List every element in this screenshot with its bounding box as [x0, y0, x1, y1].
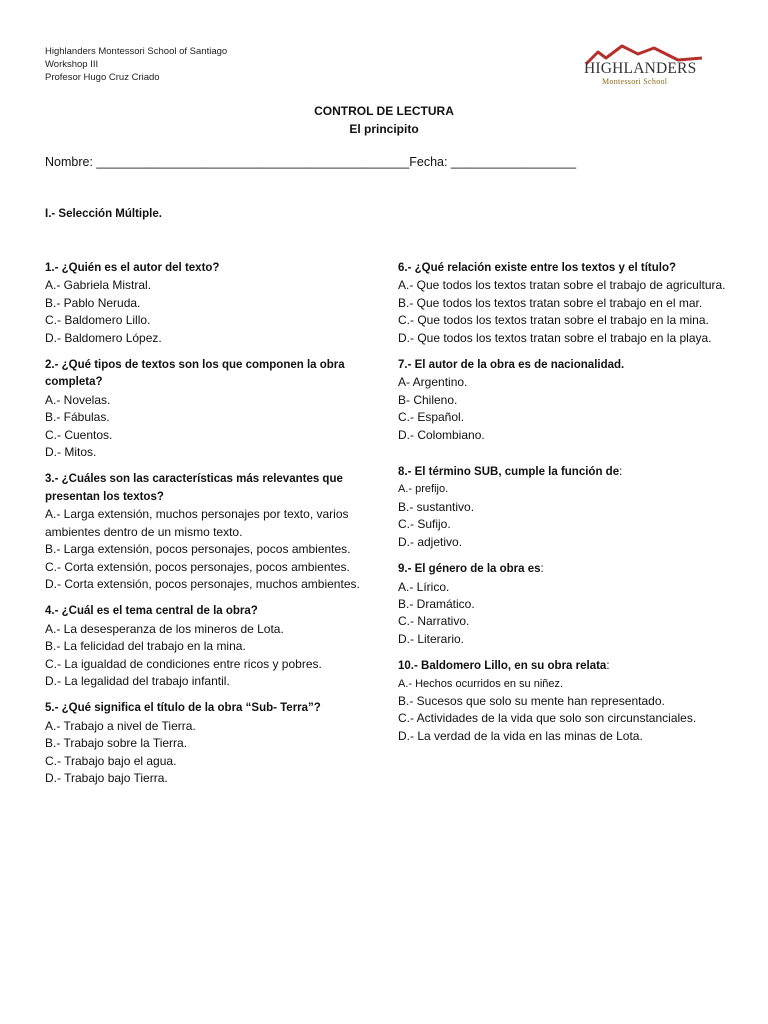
option[interactable]: D.- Colombiano.	[398, 427, 485, 442]
option[interactable]: C.- Cuentos.	[45, 427, 113, 442]
question-title: 4.- ¿Cuál es el tema central de la obra?	[45, 605, 258, 618]
question-8	[398, 464, 738, 551]
option[interactable]: D.- La legalidad del trabajo infantil.	[45, 673, 230, 688]
option[interactable]: B.- Sucesos que solo su mente han representado.	[398, 693, 665, 708]
school-logo	[582, 44, 712, 90]
option[interactable]: B- Chileno.	[398, 392, 458, 407]
school-header	[45, 45, 227, 84]
option[interactable]: B.- Que todos los textos tratan sobre el trabajo en el mar.	[398, 295, 703, 310]
option[interactable]: B.- La felicidad del trabajo en la mina.	[45, 639, 246, 654]
option[interactable]: C.- Actividades de la vida que solo son circunstanciales.	[398, 711, 697, 726]
option[interactable]: A.- Trabajo a nivel de Tierra.	[45, 718, 196, 733]
question-title-text: 8.- El término SUB, cumple la función de	[398, 466, 620, 479]
title-line-1: CONTROL DE LECTURA	[314, 104, 454, 118]
option[interactable]: A.- Hechos ocurridos en su niñez.	[398, 677, 564, 690]
option[interactable]: C.- Baldomero Lillo.	[45, 313, 151, 328]
question-title: 1.- ¿Quién es el autor del texto?	[45, 262, 220, 274]
option[interactable]: A.- prefijo.	[398, 483, 449, 496]
question-3	[45, 471, 375, 593]
right-column	[398, 260, 738, 755]
option[interactable]: B.- Dramático.	[398, 596, 475, 611]
document-title	[0, 102, 768, 138]
option[interactable]: C.- La igualdad de condiciones entre ricos y pobres.	[45, 656, 322, 671]
question-7	[398, 357, 738, 444]
teacher-name: Profesor Hugo Cruz Criado	[45, 72, 160, 83]
option[interactable]: D.- Que todos los textos tratan sobre el trabajo en la playa.	[398, 330, 712, 345]
question-1	[45, 260, 375, 347]
question-10	[398, 658, 738, 745]
question-title: 5.- ¿Qué significa el título de la obra “Sub- Terra”?	[45, 702, 321, 715]
question-9	[398, 561, 738, 648]
option[interactable]: A.- Gabriela Mistral.	[45, 278, 152, 293]
question-title-text: 9.- El género de la obra es	[398, 563, 541, 576]
option[interactable]: D.- Mitos.	[45, 445, 97, 460]
option[interactable]: D.- adjetivo.	[398, 534, 463, 549]
option[interactable]: A.- Novelas.	[45, 392, 111, 407]
title-line-2: El principito	[349, 122, 419, 136]
question-title	[398, 658, 738, 675]
option[interactable]: B.- Trabajo sobre la Tierra.	[45, 736, 188, 751]
question-title: 3.- ¿Cuáles son las características más relevantes que presentan los textos?	[45, 473, 343, 503]
option[interactable]: B.- Pablo Neruda.	[45, 295, 141, 310]
option[interactable]: C.- Sufijo.	[398, 517, 451, 532]
option[interactable]: A- Argentino.	[398, 375, 468, 390]
question-5	[45, 700, 375, 787]
option[interactable]: D.- Corta extensión, pocos personajes, muchos ambientes.	[45, 576, 360, 591]
option[interactable]: A.- Lírico.	[398, 579, 450, 594]
section-heading: I.- Selección Múltiple.	[45, 208, 162, 220]
option[interactable]: D.- La verdad de la vida en las minas de Lota.	[398, 728, 643, 743]
question-title: 6.- ¿Qué relación existe entre los textos y el título?	[398, 262, 676, 274]
workshop-name: Workshop III	[45, 59, 99, 70]
option[interactable]: C.- Español.	[398, 410, 465, 425]
option[interactable]: D.- Baldomero López.	[45, 330, 162, 345]
option[interactable]: B.- Fábulas.	[45, 410, 110, 425]
option[interactable]: C.- Corta extensión, pocos personajes, pocos ambientes.	[45, 559, 350, 574]
option[interactable]: A.- La desesperanza de los mineros de Lota.	[45, 621, 284, 636]
question-title: 2.- ¿Qué tipos de textos son los que componen la obra completa?	[45, 359, 345, 389]
question-title-suffix: :	[540, 563, 544, 576]
option[interactable]: C.- Trabajo bajo el agua.	[45, 753, 177, 768]
question-6	[398, 260, 738, 347]
question-title	[398, 561, 738, 578]
option[interactable]: C.- Narrativo.	[398, 614, 470, 629]
option[interactable]: B.- Larga extensión, pocos personajes, pocos ambientes.	[45, 542, 351, 557]
question-2	[45, 357, 375, 461]
option[interactable]: D.- Literario.	[398, 631, 465, 646]
question-4	[45, 603, 375, 690]
option[interactable]: B.- sustantivo.	[398, 499, 475, 514]
question-title-suffix: :	[619, 466, 623, 479]
question-title-suffix: :	[606, 660, 610, 673]
school-name: Highlanders Montessori School of Santiago	[45, 46, 228, 57]
option[interactable]: A.- Que todos los textos tratan sobre el trabajo de agricultura.	[398, 278, 726, 293]
question-title	[398, 464, 738, 481]
option[interactable]: D.- Trabajo bajo Tierra.	[45, 770, 168, 785]
left-column	[45, 260, 375, 797]
question-title: 7.- El autor de la obra es de nacionalidad.	[398, 359, 625, 372]
question-title-text: 10.- Baldomero Lillo, en su obra relata	[398, 660, 607, 673]
option[interactable]: C.- Que todos los textos tratan sobre el trabajo en la mina.	[398, 313, 709, 328]
name-date-field[interactable]: Nombre: _____________________________________________Fecha: __________________	[45, 155, 577, 169]
logo-main-text: HIGHLANDERS	[584, 60, 697, 77]
option[interactable]: A.- Larga extensión, muchos personajes por texto, varios ambientes dentro de un mismo texto.	[45, 507, 349, 539]
logo-sub-text: Montessori School	[602, 77, 668, 86]
